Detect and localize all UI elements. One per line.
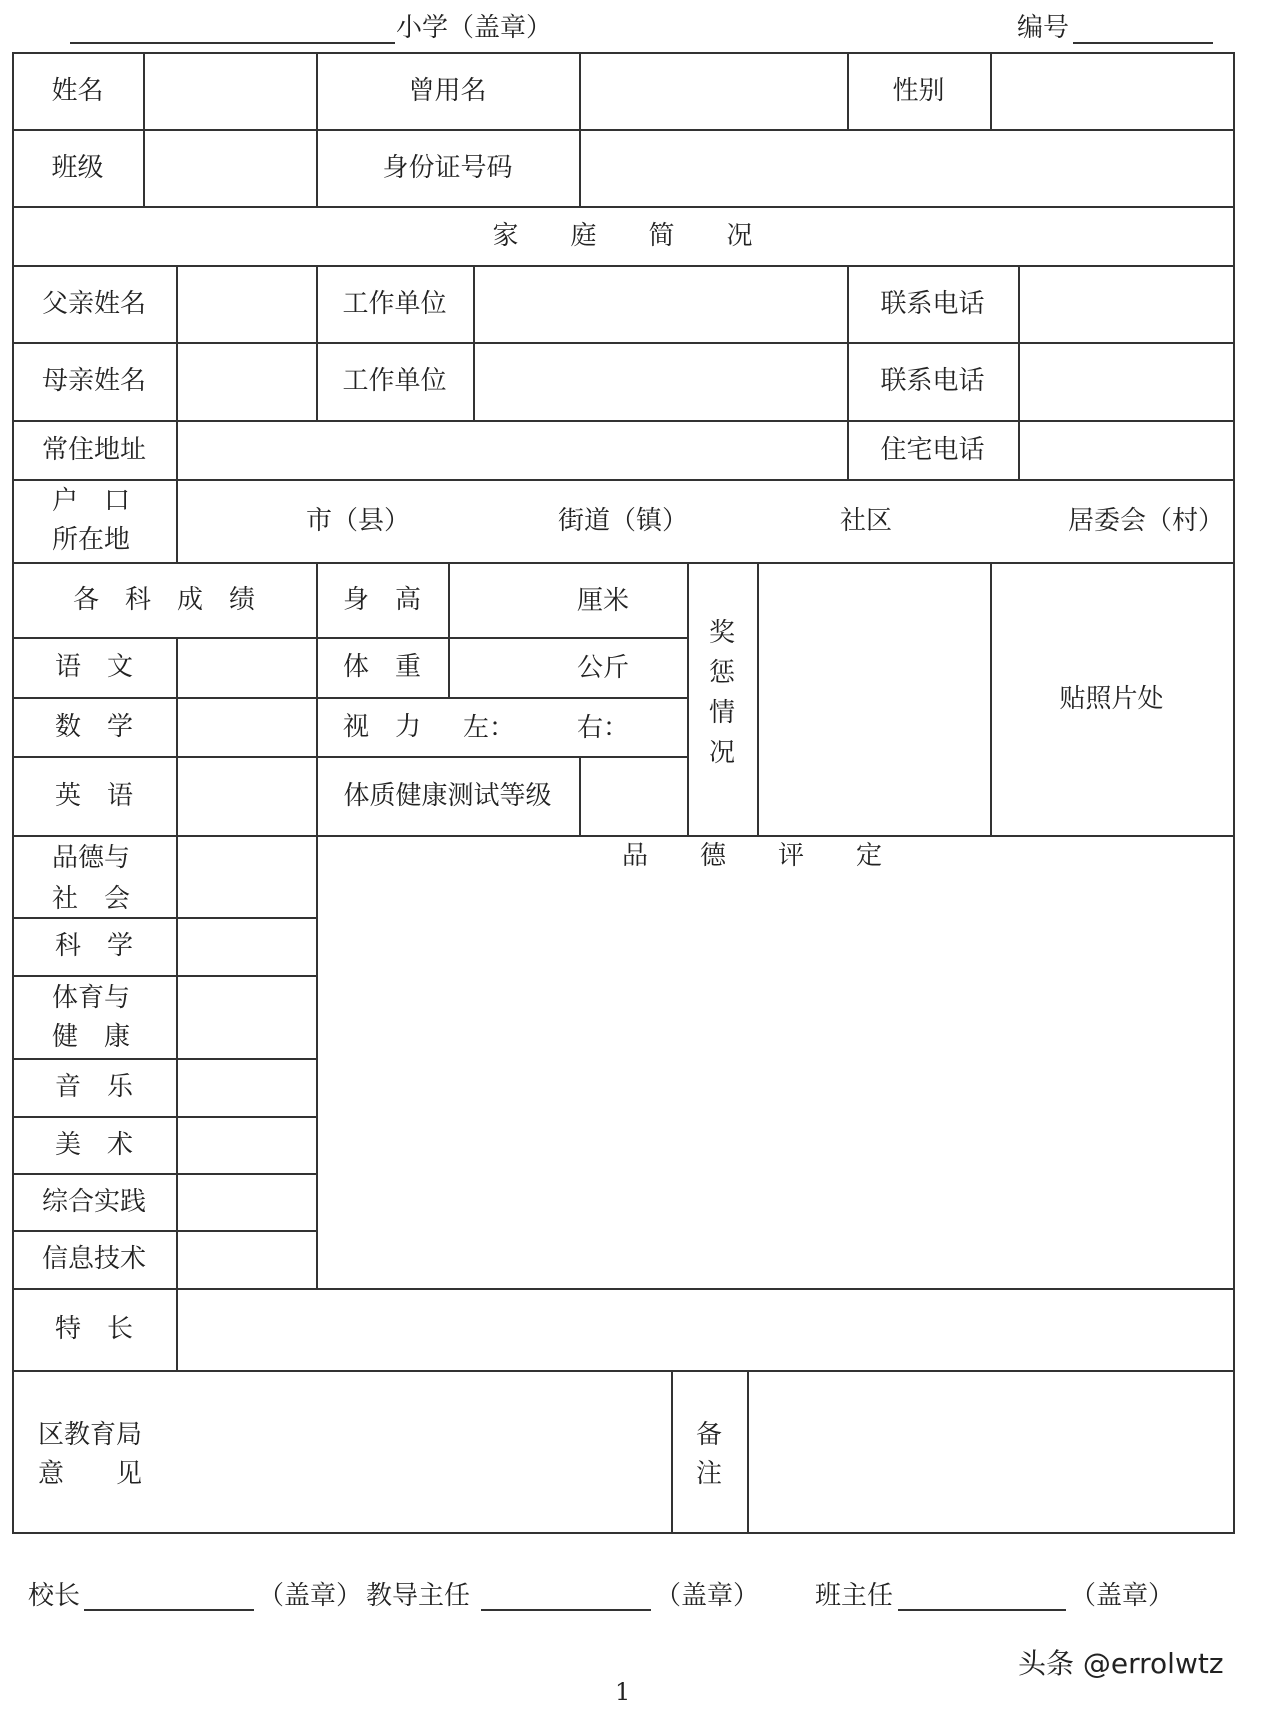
father-name-label: 父亲姓名 (41, 288, 146, 319)
city-label: 市（县） (306, 506, 411, 536)
bureau-label-line1: 区教育局 (38, 1420, 143, 1450)
mother-name-field[interactable] (178, 344, 314, 419)
score-field-science[interactable] (178, 919, 314, 974)
scores-title: 各 科 成 绩 (72, 584, 255, 615)
score-field-pe[interactable] (178, 977, 314, 1057)
subject-pe-line1: 体育与 (52, 983, 131, 1013)
rewards-label: 奖 惩 情 况 (708, 618, 735, 768)
subject-pe-line2: 健 康 (52, 1022, 131, 1052)
teacher-signature-line[interactable] (898, 1609, 1066, 1611)
committee-label: 居委会（村） (1068, 506, 1225, 536)
principal-label: 校长 (28, 1581, 81, 1611)
fitness-label: 体质健康测试等级 (343, 780, 552, 811)
street-label: 街道（镇） (558, 506, 689, 536)
former-name-label: 曾用名 (408, 75, 487, 106)
name-label: 姓名 (51, 75, 104, 106)
moral-evaluation-field[interactable] (318, 880, 1232, 1286)
gender-field[interactable] (992, 54, 1232, 128)
height-label: 身 高 (342, 584, 421, 615)
father-work-unit-label: 工作单位 (342, 288, 447, 319)
mother-phone-label: 联系电话 (880, 366, 985, 396)
height-unit: 厘米 (577, 586, 630, 616)
teacher-seal: （盖章） (1070, 1581, 1175, 1611)
mother-work-unit-field[interactable] (475, 344, 845, 419)
father-phone-label: 联系电话 (880, 288, 985, 319)
father-name-field[interactable] (178, 267, 314, 341)
subject-art: 美 术 (54, 1129, 133, 1160)
subject-chinese: 语 文 (54, 652, 133, 682)
class-field[interactable] (145, 131, 314, 205)
father-phone-field[interactable] (1020, 267, 1232, 341)
vision-right: 右： (577, 713, 630, 743)
family-section-title: 家 庭 简 况 (492, 220, 753, 251)
bureau-label-line2: 意 见 (38, 1459, 143, 1489)
mother-phone-field[interactable] (1020, 344, 1232, 419)
id-number-label: 身份证号码 (382, 152, 513, 183)
address-field[interactable] (178, 422, 845, 478)
subject-math: 数 学 (54, 711, 133, 742)
weight-label: 体 重 (342, 652, 421, 682)
score-field-it[interactable] (178, 1232, 314, 1287)
hukou-label-line1: 户 口 (52, 486, 131, 516)
class-label: 班级 (51, 152, 104, 183)
score-field-music[interactable] (178, 1060, 314, 1115)
watermark: 头条 @errolwtz (1018, 1647, 1224, 1680)
name-field[interactable] (145, 54, 314, 128)
school-name-line[interactable] (70, 42, 395, 44)
mother-work-unit-label: 工作单位 (342, 366, 447, 396)
subject-it: 信息技术 (41, 1244, 146, 1274)
director-seal: （盖章） (655, 1581, 760, 1611)
number-label: 编号 (1017, 13, 1070, 43)
director-signature-line[interactable] (481, 1609, 651, 1611)
remarks-field[interactable] (749, 1372, 1232, 1531)
father-work-unit-field[interactable] (475, 267, 845, 341)
subject-music: 音 乐 (54, 1072, 133, 1102)
home-phone-label: 住宅电话 (880, 434, 985, 465)
principal-signature-line[interactable] (84, 1609, 254, 1611)
bureau-opinion-field[interactable] (178, 1372, 669, 1531)
score-field-practice[interactable] (178, 1175, 314, 1229)
home-phone-field[interactable] (1020, 422, 1232, 478)
specialty-label: 特 长 (54, 1314, 133, 1344)
score-field-math[interactable] (178, 699, 314, 755)
mother-name-label: 母亲姓名 (41, 366, 146, 396)
fitness-field[interactable] (581, 758, 685, 834)
score-field-art[interactable] (178, 1118, 314, 1172)
score-field-morality[interactable] (178, 837, 314, 916)
subject-morality-line1: 品德与 (52, 843, 131, 873)
weight-unit: 公斤 (577, 653, 630, 683)
hukou-label-line2: 所在地 (52, 525, 131, 555)
remarks-label-2: 注 (695, 1459, 722, 1489)
subject-english: 英 语 (54, 780, 133, 811)
director-label: 教导主任 (366, 1581, 471, 1611)
specialty-field[interactable] (178, 1290, 1232, 1369)
gender-label: 性别 (892, 75, 945, 106)
score-field-english[interactable] (178, 758, 314, 834)
vision-label: 视 力 (342, 711, 421, 742)
former-name-field[interactable] (581, 54, 845, 128)
page-number: 1 (615, 1678, 631, 1706)
address-label: 常住地址 (41, 434, 146, 465)
teacher-label: 班主任 (815, 1581, 894, 1611)
score-field-chinese[interactable] (178, 639, 314, 696)
subject-morality-line2: 社 会 (52, 884, 131, 914)
community-label: 社区 (840, 506, 893, 536)
id-number-field[interactable] (581, 131, 1232, 205)
moral-evaluation-title: 品 德 评 定 (622, 841, 883, 871)
photo-placeholder[interactable]: 贴照片处 (1059, 683, 1164, 714)
number-line[interactable] (1073, 42, 1213, 44)
rewards-field[interactable] (759, 564, 988, 834)
subject-practice: 综合实践 (41, 1186, 146, 1217)
vision-left: 左： (463, 713, 516, 743)
remarks-label-1: 备 (695, 1420, 722, 1450)
school-label: 小学（盖章） (396, 13, 553, 43)
subject-science: 科 学 (54, 931, 133, 961)
principal-seal: （盖章） (258, 1581, 363, 1611)
